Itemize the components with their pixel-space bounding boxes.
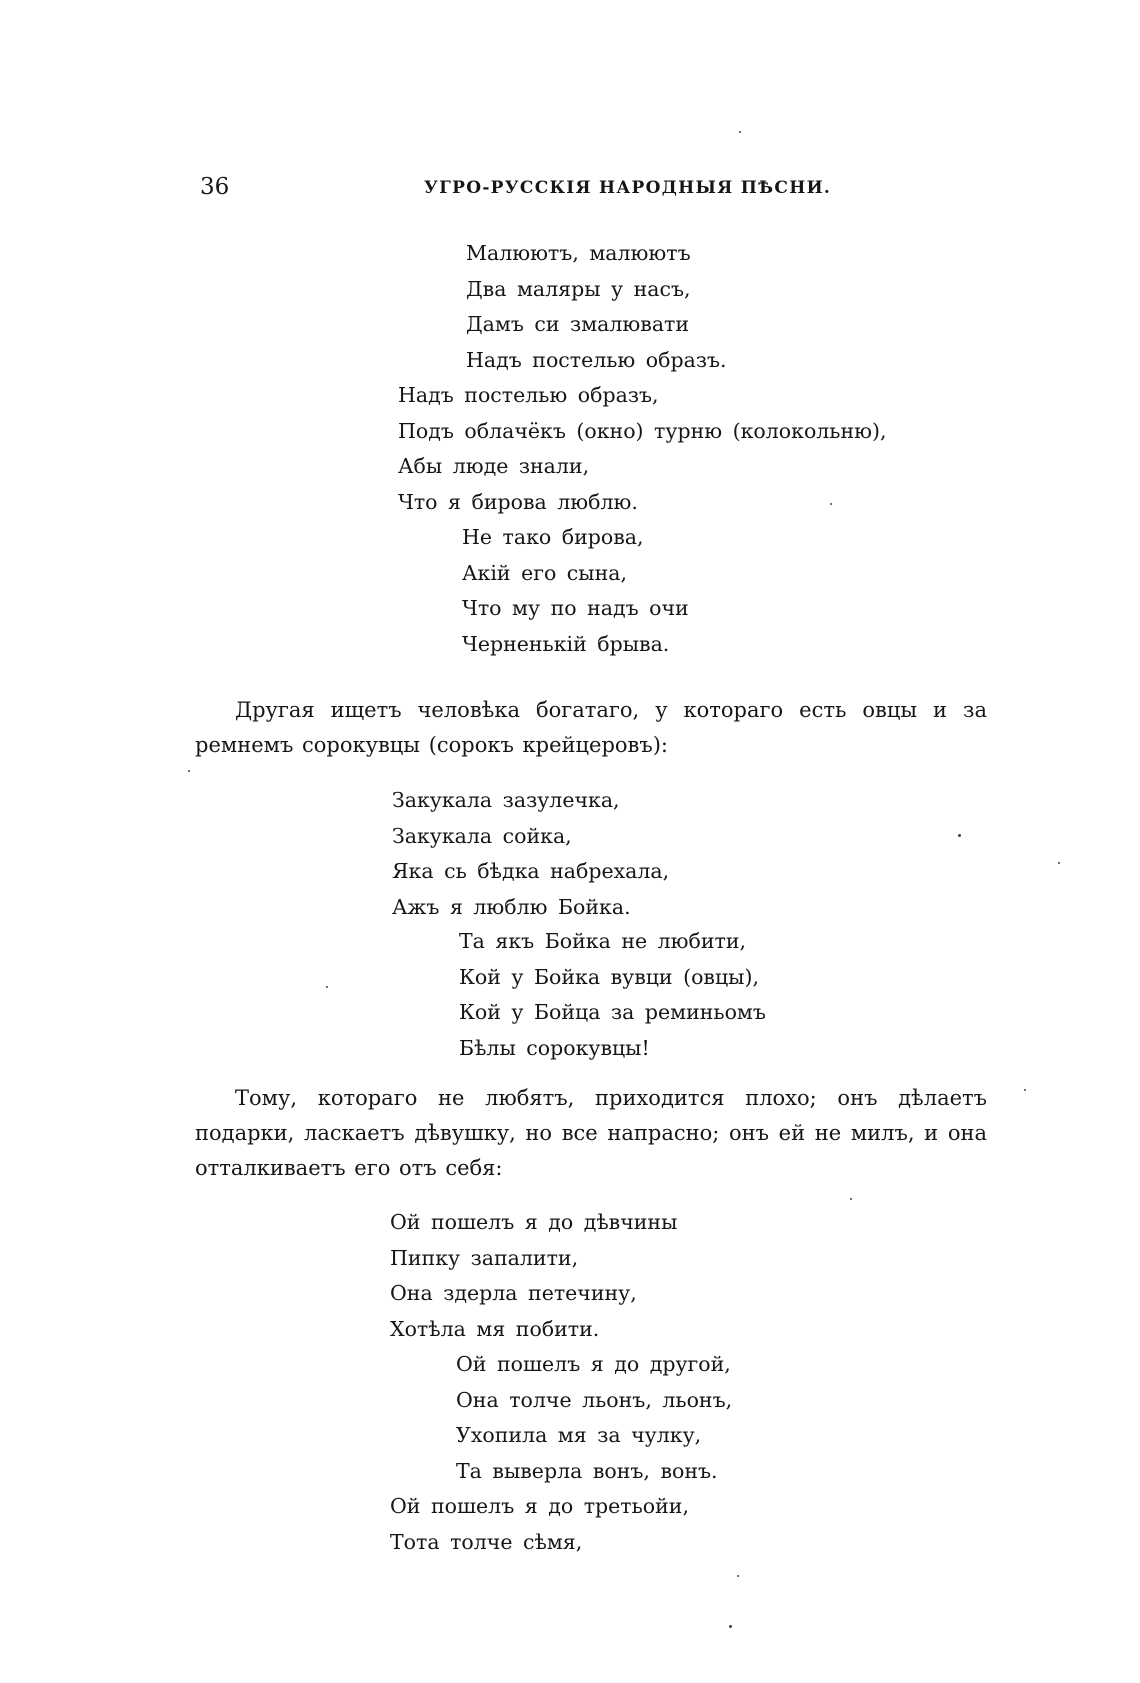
verse-line: Кой у Бойца за реминьомъ	[459, 1000, 766, 1024]
verse-line: Она здерла петечину,	[390, 1281, 637, 1305]
scan-speck	[737, 1575, 739, 1577]
verse-line: Бѣлы сорокувцы!	[459, 1035, 650, 1060]
verse-line: Пипку запалити,	[390, 1245, 579, 1270]
paragraph-1: Другая ищетъ человѣка богатаго, у котораго есть овцы и за ремнемъ сорокувцы (сорокъ крейцеровъ):	[195, 698, 987, 757]
scan-speck	[739, 131, 741, 133]
running-head	[0, 172, 1140, 202]
verse-line: Закукала сойка,	[392, 823, 572, 848]
verse-line: Та якъ Бойка не любити,	[459, 929, 747, 953]
verse-line: Черненькій брыва.	[462, 631, 670, 656]
verse-line: Ухопила мя за чулку,	[456, 1423, 702, 1447]
song1-stanza-a	[466, 236, 727, 378]
verse-line: Тота толче сѣмя,	[390, 1529, 583, 1554]
song1-stanza-c	[462, 520, 689, 662]
verse-line: Та выверла вонъ, вонъ.	[456, 1458, 718, 1483]
song3-stanza-c	[390, 1489, 689, 1560]
verse-line: Не тако бирова,	[462, 525, 644, 549]
page-number: 36	[200, 174, 230, 200]
verse-line: Ажъ я люблю Бойка.	[392, 894, 631, 919]
verse-line: Малюютъ, малюютъ	[466, 241, 691, 265]
verse-line: Ой пошелъ я до другой,	[456, 1352, 731, 1376]
verse-line: Что я бирова люблю.	[398, 489, 638, 514]
verse-line: Ой пошелъ я до дѣвчины	[390, 1210, 678, 1234]
scan-speck	[1024, 1089, 1026, 1091]
scan-speck	[326, 986, 328, 988]
verse-line: Яка сь бѣдка набрехала,	[392, 859, 670, 883]
verse-line: Ой пошелъ я до третьойи,	[390, 1494, 689, 1518]
verse-line: Два маляры у насъ,	[466, 276, 691, 301]
paragraph-2: Тому, котораго не любятъ, приходится плохо; онъ дѣлаетъ подарки, ласкаетъ дѣвушку, но все напрасно; онъ ей не милъ, и она отталкиваетъ его отъ себя:	[195, 1086, 987, 1180]
verse-line: Акій его сына,	[462, 560, 628, 585]
song2-stanza-b	[459, 924, 766, 1066]
verse-line: Надъ постелью образъ.	[466, 347, 727, 372]
running-title: УГРО-РУССКІЯ НАРОДНЫЯ ПѢСНИ.	[424, 178, 832, 198]
verse-line: Абы люде знали,	[398, 454, 590, 478]
song3-stanza-b	[456, 1347, 732, 1489]
verse-line: Она толче льонъ, льонъ,	[456, 1387, 733, 1412]
verse-line: Что му по надъ очи	[462, 596, 689, 620]
song2-stanza-a	[392, 783, 669, 925]
song1-stanza-b	[398, 378, 887, 520]
verse-line: Кой у Бойка вувци (овцы),	[459, 964, 759, 989]
verse-line: Закукала зазулечка,	[392, 788, 620, 812]
scan-speck	[1058, 862, 1060, 864]
scan-speck	[729, 1625, 732, 1628]
scan-speck	[830, 503, 832, 505]
song3-stanza-a	[390, 1205, 677, 1347]
verse-line: Дамъ си змалювати	[466, 312, 690, 336]
verse-line: Надъ постелью образъ,	[398, 383, 659, 407]
verse-line: Хотѣла мя побити.	[390, 1316, 600, 1341]
scan-speck	[850, 1198, 852, 1200]
scan-speck	[958, 834, 961, 837]
verse-line: Подъ облачёкъ (окно) турню (колокольню),	[398, 418, 887, 443]
scan-speck	[188, 770, 190, 772]
